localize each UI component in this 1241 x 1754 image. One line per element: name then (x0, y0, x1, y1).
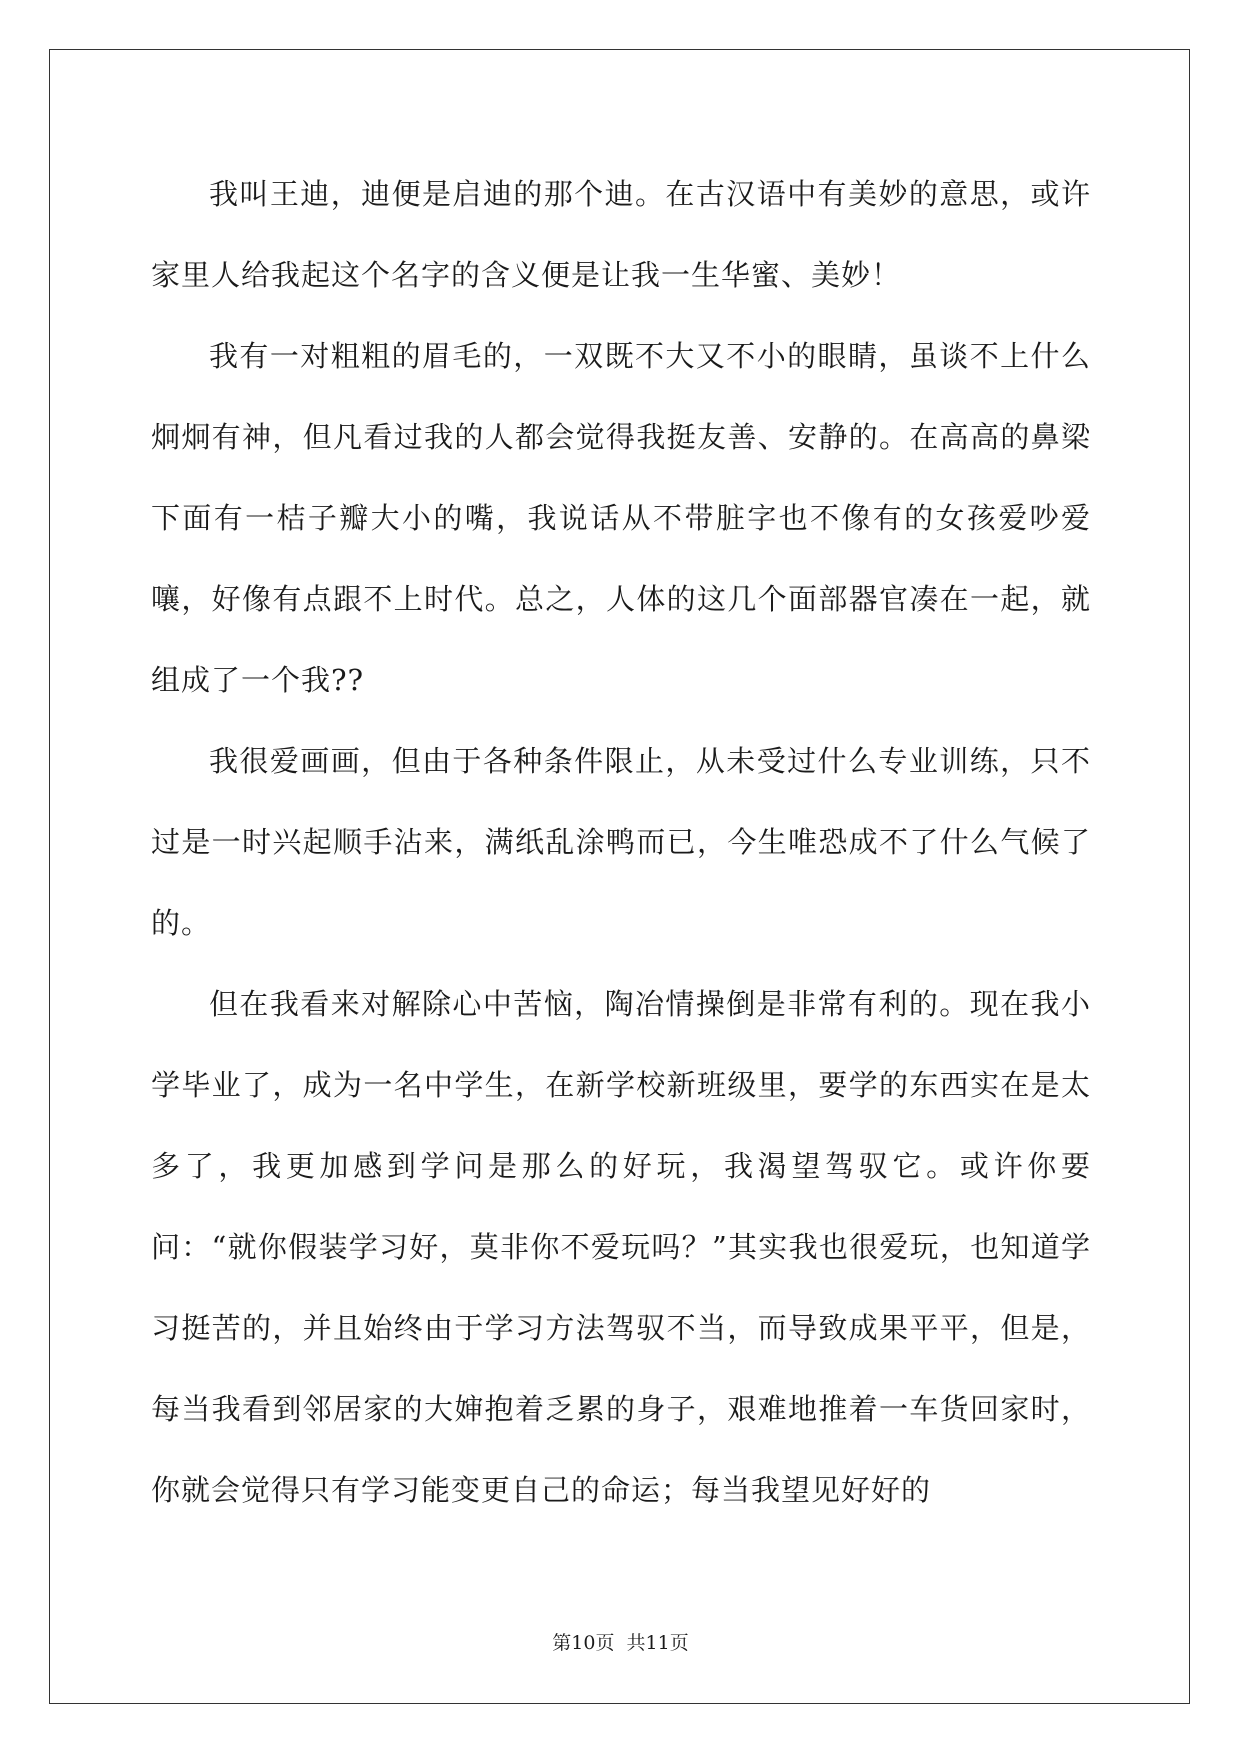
paragraph-3: 我很爱画画，但由于各种条件限止，从未受过什么专业训练，只不过是一时兴起顺手沾来，满纸乱涂鸭而已，今生唯恐成不了什么气候了的。 (151, 744, 1091, 940)
document-body (151, 154, 1091, 1531)
page-footer: 第10页 共11页 (552, 1632, 689, 1654)
paragraph-1: 我叫王迪，迪便是启迪的那个迪。在古汉语中有美妙的意思，或许家里人给我起这个名字的含义便是让我一生华蜜、美妙！ (151, 177, 1091, 292)
paragraph-4: 但在我看来对解除心中苦恼，陶冶情操倒是非常有利的。现在我小学毕业了，成为一名中学生，在新学校新班级里，要学的东西实在是太多了，我更加感到学问是那么的好玩，我渴望驾驭它。或许你要问：“就你假装学习好，莫非你不爱玩吗？”其实我也很爱玩，也知道学习挺苦的，并且始终由于学习方法驾驭不当，而导致成果平平，但是，每当我看到邻居家的大婶抱着乏累的身子，艰难地推着一车货回家时，你就会觉得只有学习能变更自己的命运；每当我望见好好的 (151, 987, 1091, 1507)
paragraph-2: 我有一对粗粗的眉毛的，一双既不大又不小的眼睛，虽谈不上什么炯炯有神，但凡看过我的人都会觉得我挺友善、安静的。在高高的鼻梁下面有一桔子瓣大小的嘴，我说话从不带脏字也不像有的女孩爱吵爱嚷，好像有点跟不上时代。总之，人体的这几个面部器官凑在一起，就组成了一个我?? (151, 339, 1091, 697)
